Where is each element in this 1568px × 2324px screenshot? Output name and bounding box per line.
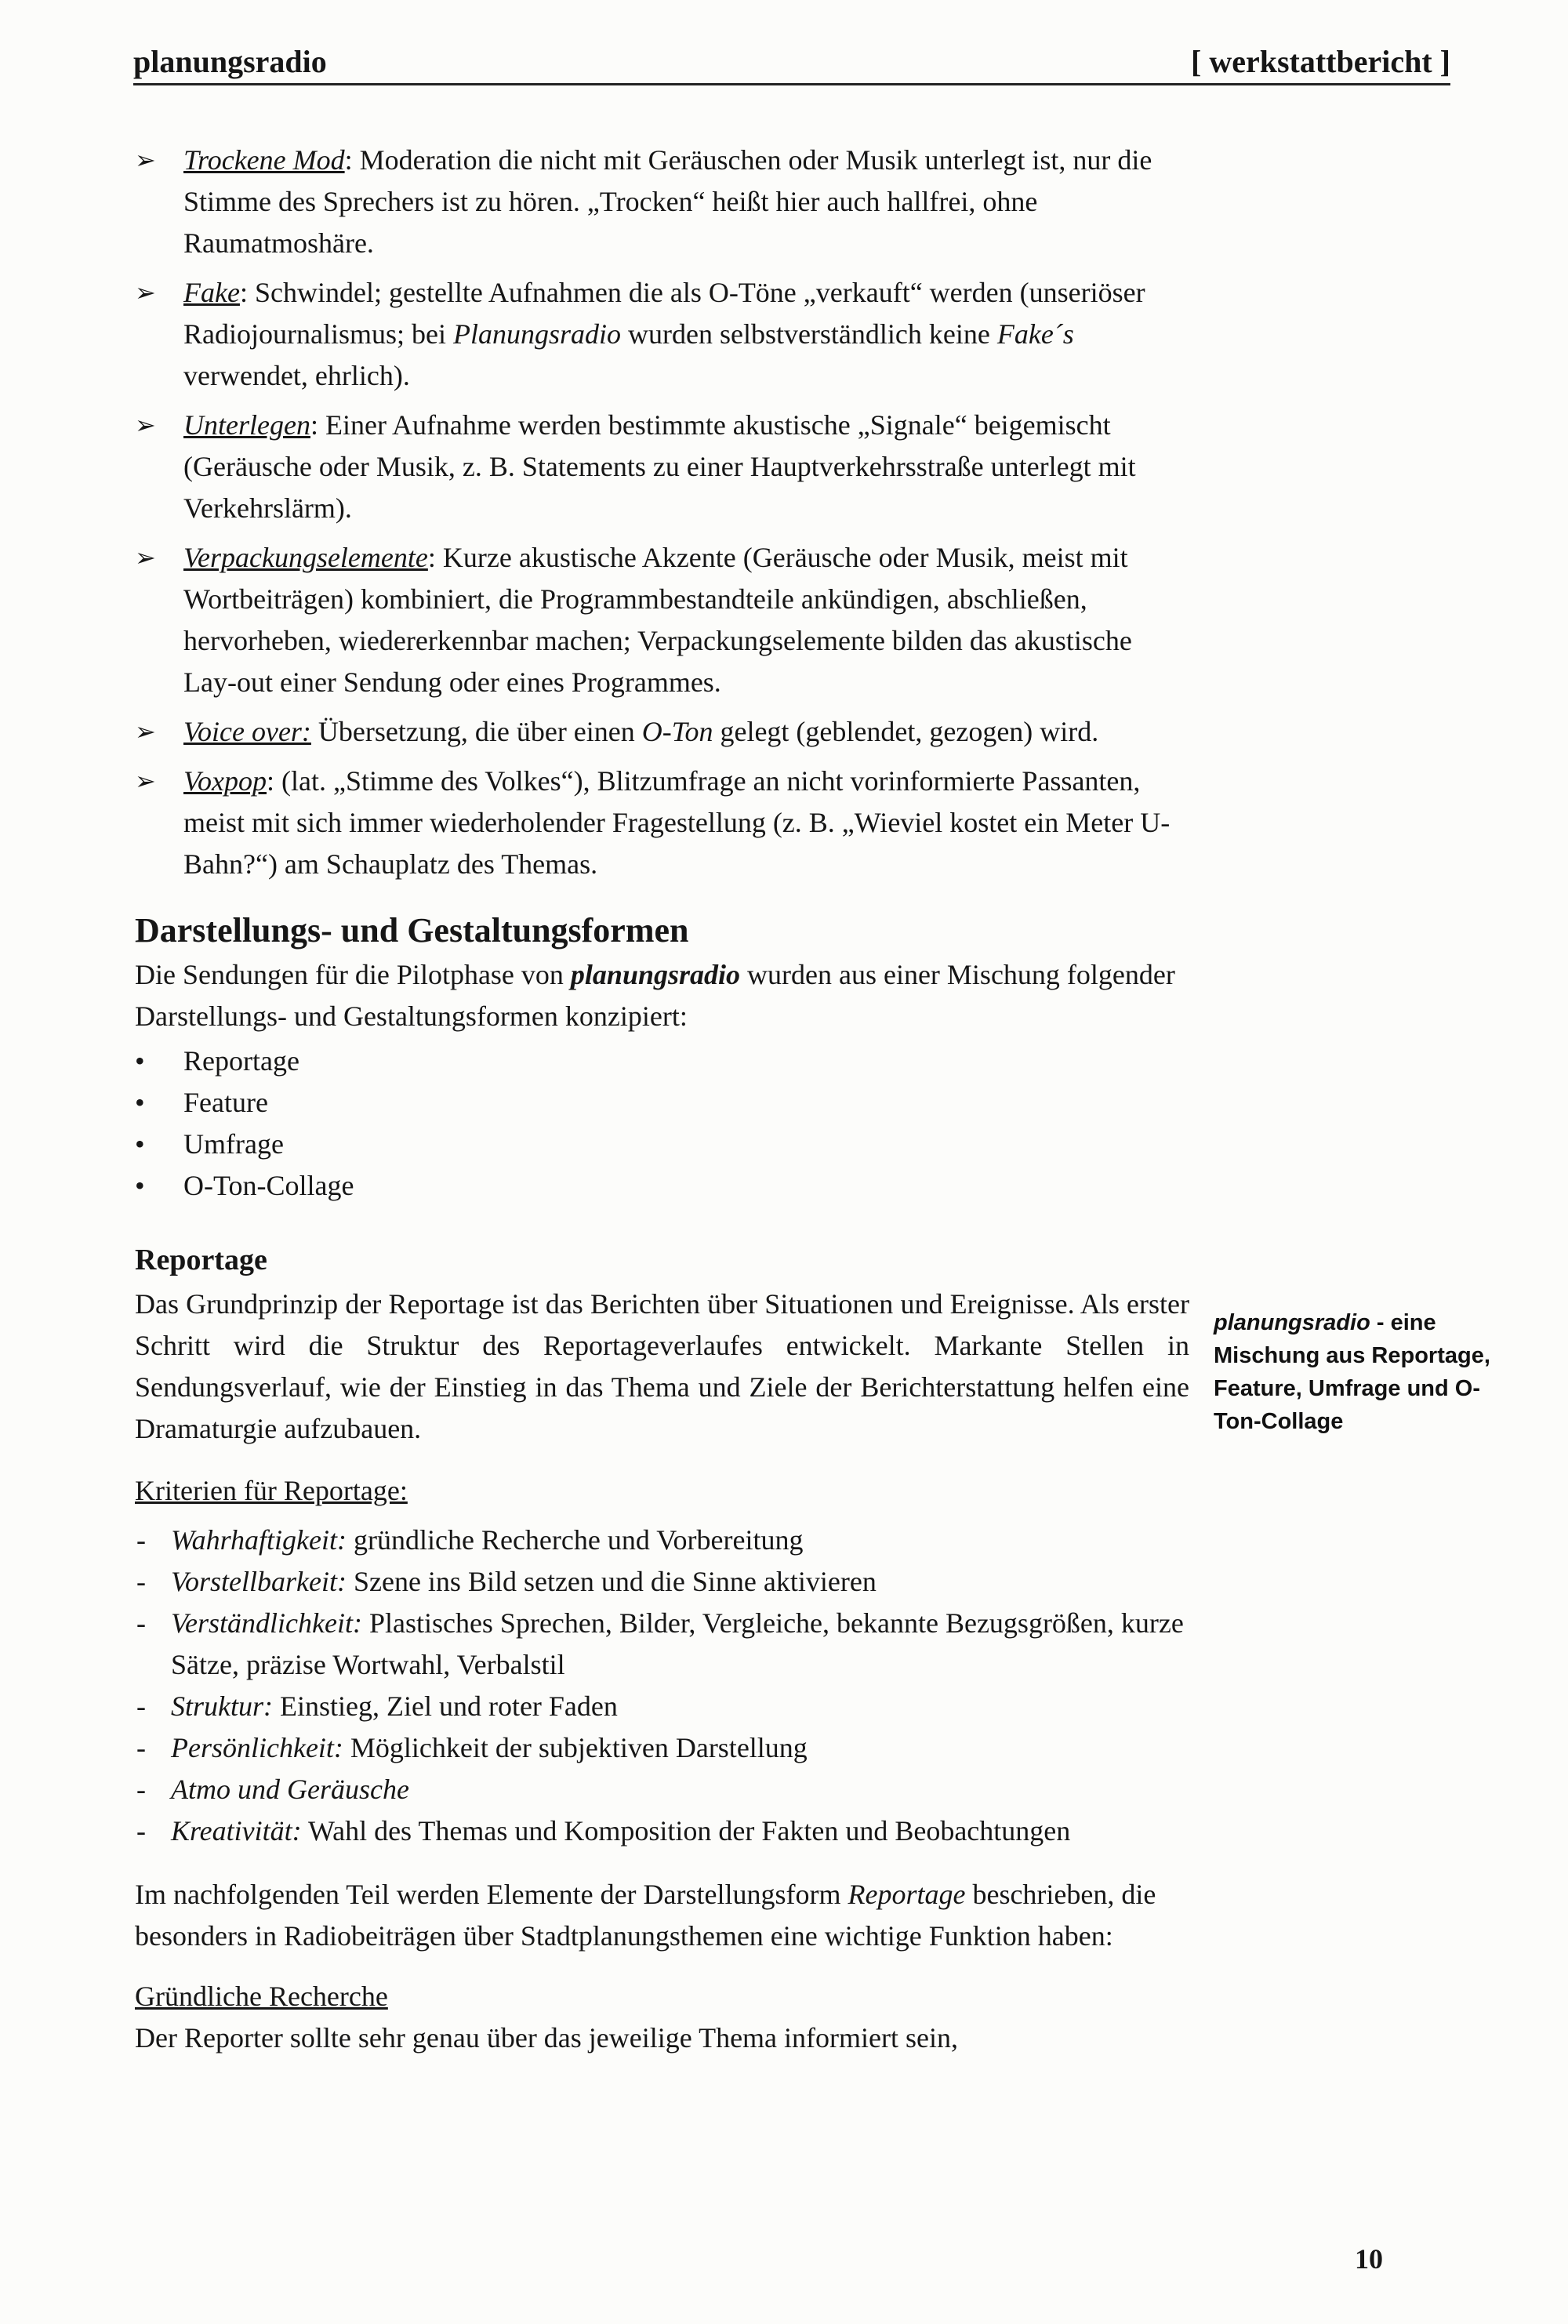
glossary-item: ➢ Voxpop: (lat. „Stimme des Volkes“), Blitzumfrage an nicht vorinformierte Passanten, meist mit sich immer wiederholender Fragestellung (z. B. „Wieviel kostet ein Meter U-Bahn?“) am Schauplatz des Themas. [135,761,1189,885]
margin-note-text: - eine Mischung aus Reportage, Feature, Umfrage und O-Ton-Collage [1214,1310,1490,1434]
glossary-item: ➢ Fake: Schwindel; gestellte Aufnahmen die als O-Töne „verkauft“ werden (unseriöser Radiojournalismus; bei Planungsradio wurden selbstverständlich keine Fake´s verwendet, ehrlich). [135,272,1189,397]
list-item: • Reportage [135,1040,1189,1082]
arrow-bullet-icon: ➢ [135,543,156,572]
glossary-item: ➢ Unterlegen: Einer Aufnahme werden bestimmte akustische „Signale“ beigemischt (Geräusche oder Musik, z. B. Statements zu einer Hauptverkehrsstraße unterlegt mit Verkehrslärm). [135,405,1189,529]
reportage-heading: Reportage [135,1244,267,1276]
criteria-item: - Wahrhaftigkeit: gründliche Recherche und Vorbereitung [136,1524,804,1556]
criteria-item: - Kreativität: Wahl des Themas und Komposition der Fakten und Beobachtungen [136,1815,1071,1846]
main-column [135,140,1189,2059]
list-item: • O-Ton-Collage [135,1165,1189,1207]
glossary-term: Trockene Mod [183,144,345,176]
glossary-term: Voice over: [183,716,311,747]
glossary-definition: Einer Aufnahme werden bestimmte akustische „Signale“ beigemischt (Geräusche oder Musik, z. B. Statements zu einer Hauptverkehrsstraße unterlegt mit Verkehrslärm). [183,409,1136,524]
glossary-item: ➢ Trockene Mod: Moderation die nicht mit Geräuschen oder Musik unterlegt ist, nur die Stimme des Sprechers ist zu hören. „Trocken“ heißt hier auch hallfrei, ohne Raumatmoshäre. [135,140,1189,264]
header-section: [ werkstattbericht ] [1191,44,1450,79]
page-number: 10 [1355,2243,1383,2275]
glossary-item: ➢ Verpackungselemente: Kurze akustische Akzente (Geräusche oder Musik, meist mit Wortbeiträgen) kombiniert, die Programmbestandteile ankündigen, abschließen, hervorheben, wiedererkennbar machen; Verpackungselemente bilden das akustische Lay-out einer Sendung oder eines Programmes. [135,537,1189,703]
research-heading: Gründliche Recherche [135,1981,388,2012]
arrow-bullet-icon: ➢ [135,278,156,307]
bullet-icon: • [135,1087,145,1118]
header-title: planungsradio [133,44,327,79]
bullet-icon: • [135,1045,145,1077]
arrow-bullet-icon: ➢ [135,146,156,174]
arrow-bullet-icon: ➢ [135,411,156,439]
glossary-list [135,140,1189,885]
brand-name: planungsradio [570,959,741,990]
research-text: Der Reporter sollte sehr genau über das jeweilige Thema informiert sein, [135,2022,958,2053]
criteria-item: - Vorstellbarkeit: Szene ins Bild setzen und die Sinne aktivieren [136,1566,877,1597]
format-list [135,1040,1189,1207]
glossary-term: Verpackungselemente [183,542,428,573]
glossary-term: Fake [183,277,240,308]
margin-note [1214,1306,1527,1438]
reportage-paragraph: Das Grundprinzip der Reportage ist das Berichten über Situationen und Ereignisse. Als erster Schritt wird die Struktur des Reportageverlaufes entwickelt. Markante Stellen in Sendungsverlauf, wie der Einstieg in das Thema und Ziele der Berichterstattung helfen eine Dramaturgie aufzubauen. [135,1288,1189,1444]
list-item: • Feature [135,1082,1189,1124]
margin-note-brand: planungsradio [1214,1310,1370,1335]
criteria-heading: Kriterien für Reportage: [135,1475,408,1506]
list-item: • Umfrage [135,1124,1189,1165]
section-heading: Darstellungs- und Gestaltungsformen [135,911,689,950]
section-intro: Die Sendungen für die Pilotphase von planungsradio wurden aus einer Mischung folgender Darstellungs- und Gestaltungsformen konzipiert: [135,959,1175,1032]
glossary-term: Voxpop [183,765,267,797]
glossary-term: Unterlegen [183,409,310,441]
bullet-icon: • [135,1170,145,1201]
elements-intro: Im nachfolgenden Teil werden Elemente der Darstellungsform Reportage beschrieben, die besonders in Radiobeiträgen über Stadtplanungsthemen eine wichtige Funktion haben: [135,1879,1156,1952]
criteria-item: - Verständlichkeit: Plastisches Sprechen, Bilder, Vergleiche, bekannte Bezugsgrößen, kurze Sätze, präzise Wortwahl, Verbalstil [136,1607,1184,1680]
criteria-item: - Atmo und Geräusche [136,1774,409,1805]
criteria-list [135,1520,1189,1852]
bullet-icon: • [135,1128,145,1160]
glossary-definition: (lat. „Stimme des Volkes“), Blitzumfrage an nicht vorinformierte Passanten, meist mit sich immer wiederholender Fragestellung (z. B. „Wieviel kostet ein Meter U-Bahn?“) am Schauplatz des Themas. [183,765,1171,880]
arrow-bullet-icon: ➢ [135,767,156,795]
arrow-bullet-icon: ➢ [135,717,156,746]
page-header [133,39,1450,85]
glossary-definition: Kurze akustische Akzente (Geräusche oder Musik, meist mit Wortbeiträgen) kombiniert, die Programmbestandteile ankündigen, abschließen, hervorheben, wiedererkennbar machen; Verpackungselemente bilden das akustische Lay-out einer Sendung oder eines Programmes. [183,542,1132,698]
criteria-item: - Persönlichkeit: Möglichkeit der subjektiven Darstellung [136,1732,808,1763]
criteria-item: - Struktur: Einstieg, Ziel und roter Faden [136,1690,618,1722]
glossary-item: ➢ Voice over: Übersetzung, die über einen O-Ton gelegt (geblendet, gezogen) wird. [135,711,1189,753]
glossary-definition: Moderation die nicht mit Geräuschen oder Musik unterlegt ist, nur die Stimme des Sprechers ist zu hören. „Trocken“ heißt hier auch hallfrei, ohne Raumatmoshäre. [183,144,1152,259]
